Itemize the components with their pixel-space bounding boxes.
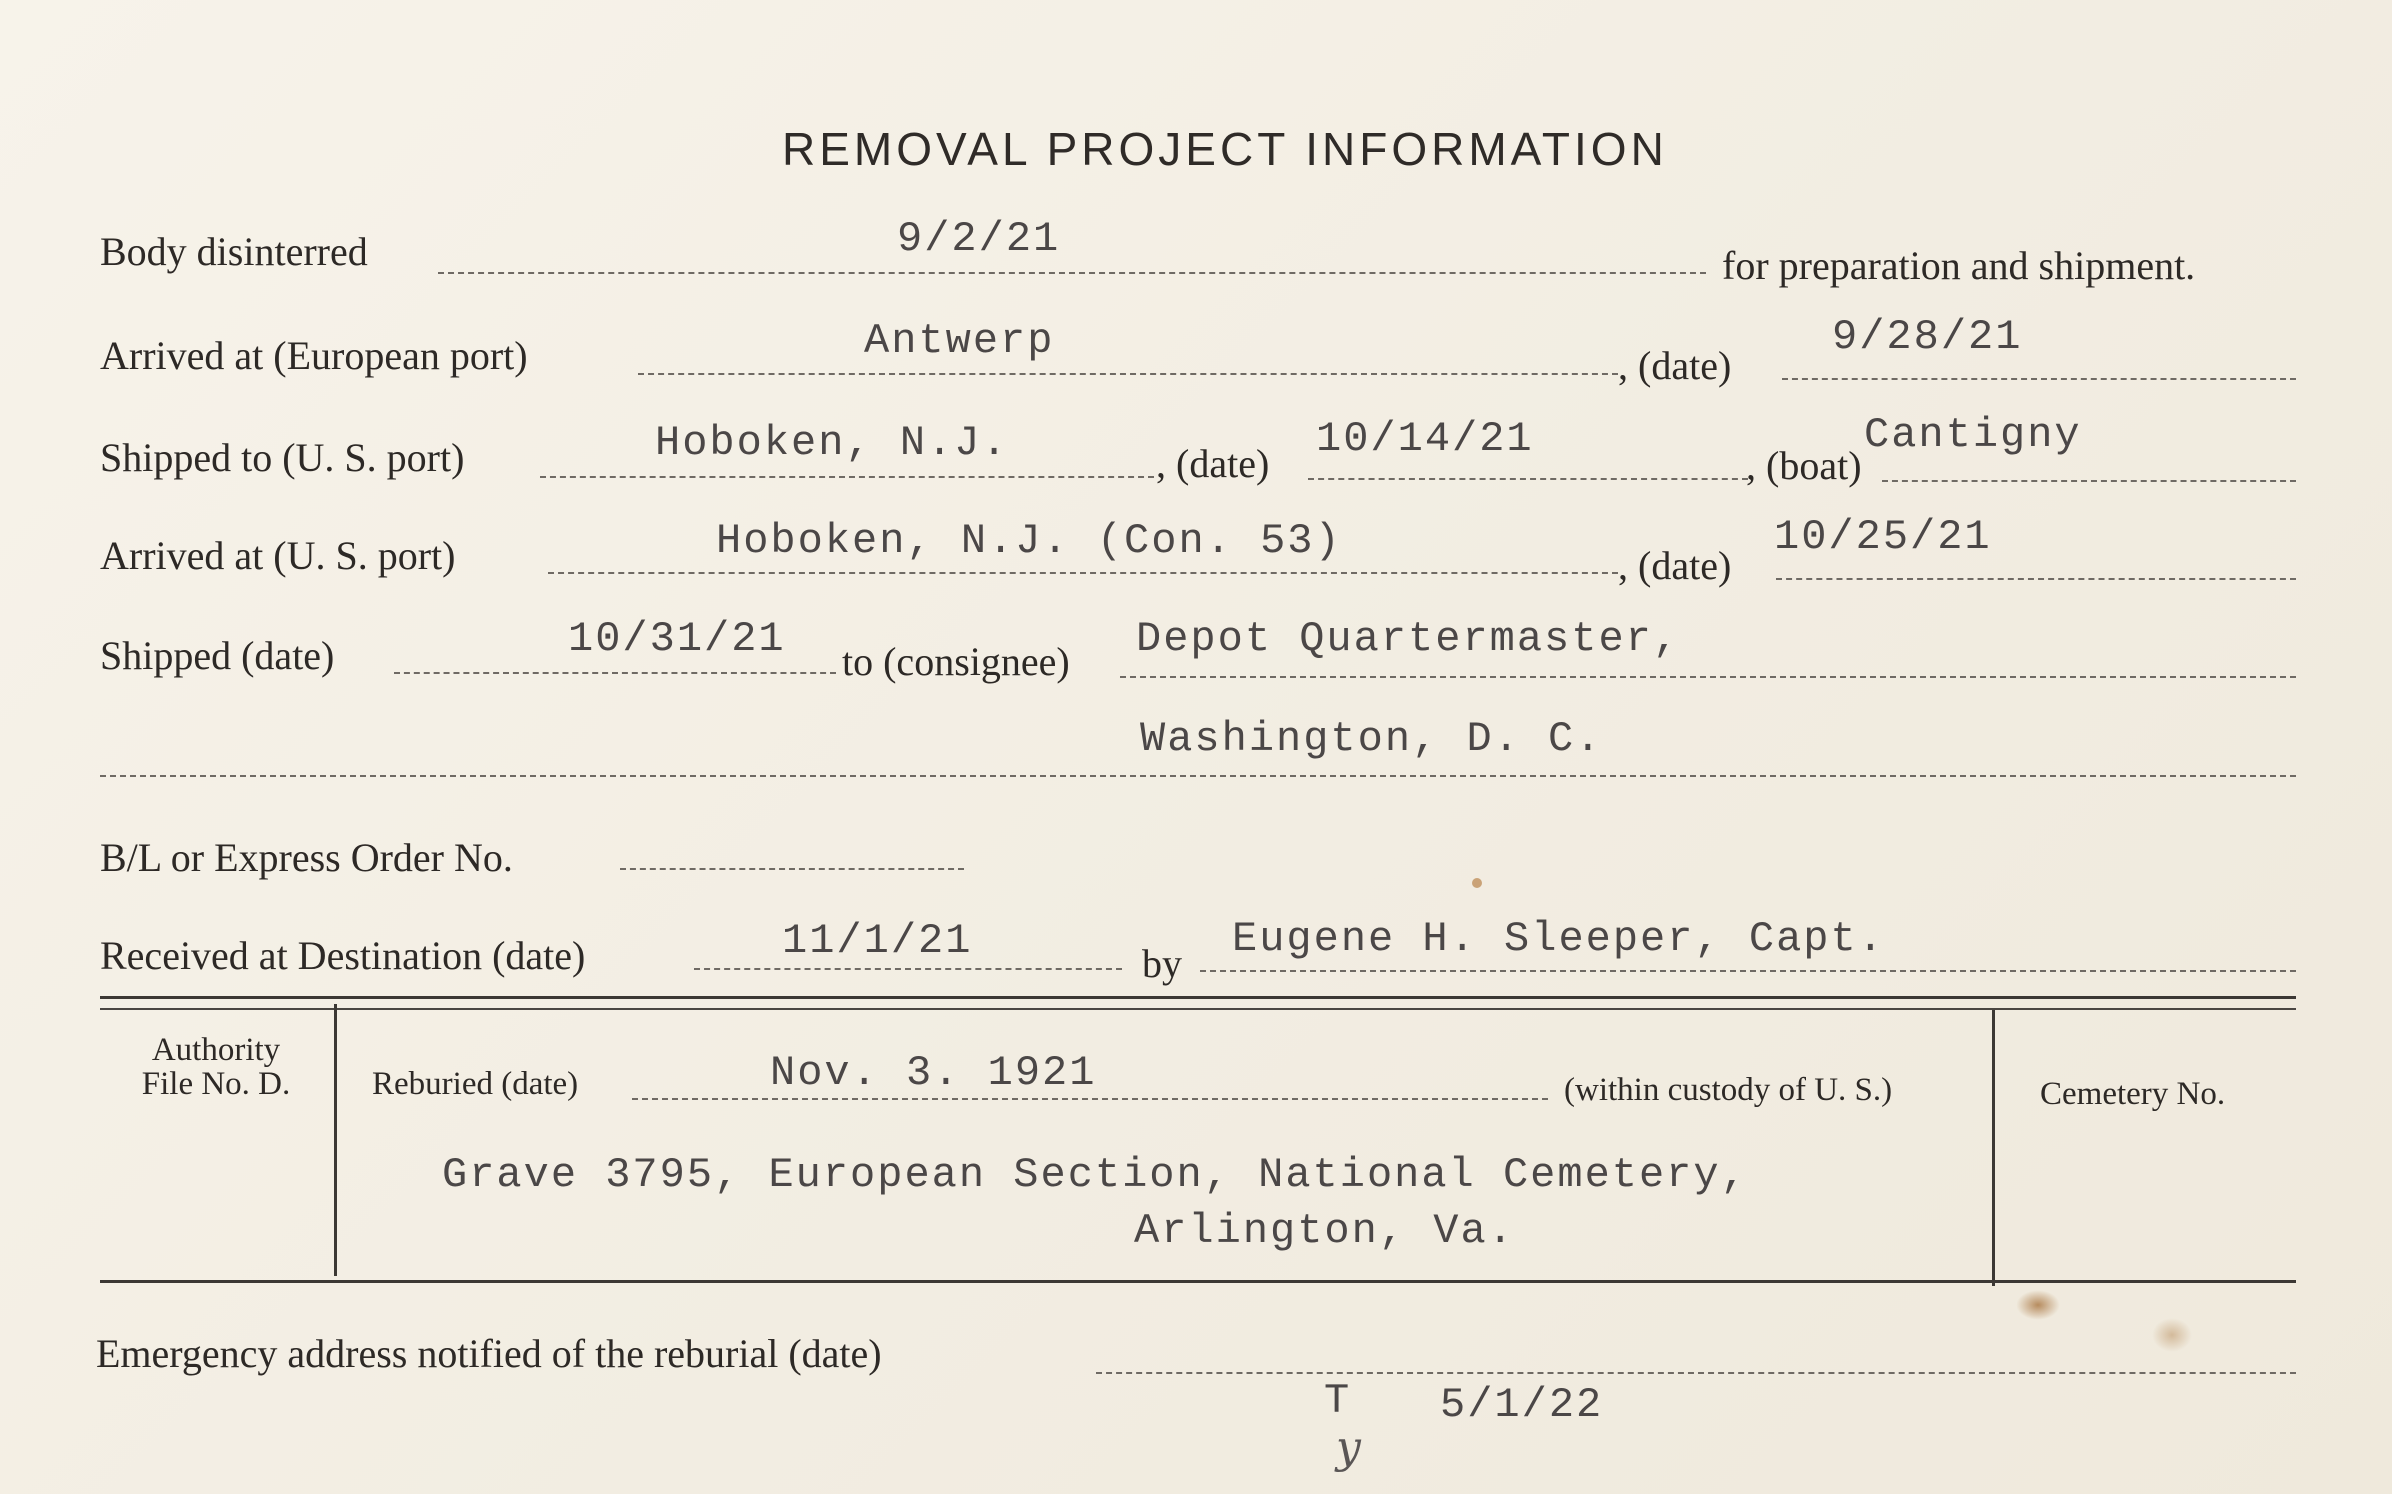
- bl-label: B/L or Express Order No.: [100, 835, 513, 880]
- paper-stain: [1472, 878, 1482, 888]
- box-bottom-rule: [100, 1280, 2296, 1283]
- body-disinterred-value: 9/2/21: [897, 215, 1061, 263]
- box-divider-right: [1992, 1010, 1995, 1286]
- received-date: 11/1/21: [782, 917, 973, 965]
- received-label: Received at Destination (date): [100, 933, 586, 978]
- arrived-us-label: Arrived at (U. S. port): [100, 533, 456, 578]
- arrived-european-date: 9/28/21: [1832, 313, 2023, 361]
- authority-label-line2: File No. D.: [141, 1066, 291, 1102]
- body-disinterred-line: [438, 272, 1706, 274]
- shipped-us-boat-label: , (boat): [1746, 443, 1862, 488]
- shipped-date-value: 10/31/21: [568, 615, 786, 663]
- shipped-us-date-label: , (date): [1156, 441, 1270, 486]
- shipped-date-label: Shipped (date): [100, 633, 335, 678]
- box-divider-left: [334, 1004, 337, 1276]
- paper-stain: [2152, 1318, 2192, 1352]
- emergency-date: 5/1/22: [1440, 1381, 1604, 1429]
- reburied-value: Nov. 3. 1921: [770, 1049, 1097, 1097]
- shipped-us-boat-line: [1882, 480, 2296, 482]
- authority-label-line1: Authority: [151, 1032, 281, 1068]
- consignee-label: to (consignee): [842, 639, 1070, 684]
- handwritten-mark: y: [1336, 1422, 1361, 1473]
- arrived-us-date-line: [1776, 578, 2296, 580]
- arrived-us-line: [548, 572, 1618, 574]
- arrived-us-date: 10/25/21: [1774, 513, 1992, 561]
- arrived-european-line: [638, 373, 1618, 375]
- emergency-label: Emergency address notified of the reburial (date): [96, 1331, 882, 1376]
- received-by-label: by: [1142, 941, 1182, 986]
- shipped-date-line: [394, 672, 836, 674]
- paper-stain: [2016, 1290, 2060, 1320]
- consignee-line1: Depot Quartermaster,: [1136, 615, 1681, 663]
- arrived-european-date-label: , (date): [1618, 343, 1732, 388]
- grave-line1: Grave 3795, European Section, National Cemetery,: [442, 1151, 1748, 1199]
- emergency-stamp-letter: T: [1324, 1377, 1352, 1425]
- received-by: Eugene H. Sleeper, Capt.: [1232, 915, 1885, 963]
- cemetery-label: Cemetery No.: [2040, 1076, 2226, 1112]
- shipped-us-label: Shipped to (U. S. port): [100, 435, 465, 480]
- shipped-us-date-line: [1308, 478, 1748, 480]
- box-top-rule-inner: [100, 1008, 2296, 1010]
- custody-label: (within custody of U. S.): [1564, 1072, 1893, 1108]
- received-by-line: [1200, 970, 2296, 972]
- arrived-us-port: Hoboken, N.J. (Con. 53): [716, 517, 1342, 565]
- reburied-line: [632, 1098, 1548, 1100]
- body-disinterred-suffix: for preparation and shipment.: [1722, 243, 2196, 288]
- shipped-us-date: 10/14/21: [1316, 415, 1534, 463]
- body-disinterred-label: Body disinterred: [100, 229, 368, 274]
- arrived-us-date-label: , (date): [1618, 543, 1732, 588]
- reburied-label: Reburied (date): [372, 1066, 579, 1102]
- received-date-line: [694, 968, 1122, 970]
- shipped-us-boat: Cantigny: [1864, 411, 2082, 459]
- box-top-rule: [100, 996, 2296, 999]
- arrived-european-label: Arrived at (European port): [100, 333, 528, 378]
- consignee-line2: Washington, D. C.: [1140, 715, 1603, 763]
- arrived-european-port: Antwerp: [864, 317, 1055, 365]
- bl-line: [620, 868, 964, 870]
- shipped-us-line: [540, 476, 1154, 478]
- shipped-us-port: Hoboken, N.J.: [655, 419, 1009, 467]
- grave-line2: Arlington, Va.: [1134, 1207, 1515, 1255]
- arrived-european-date-line: [1782, 378, 2296, 380]
- consignee-line-2: [100, 775, 2296, 777]
- emergency-line: [1096, 1372, 2296, 1374]
- card-title: REMOVAL PROJECT INFORMATION: [782, 123, 1668, 175]
- consignee-line: [1120, 676, 2296, 678]
